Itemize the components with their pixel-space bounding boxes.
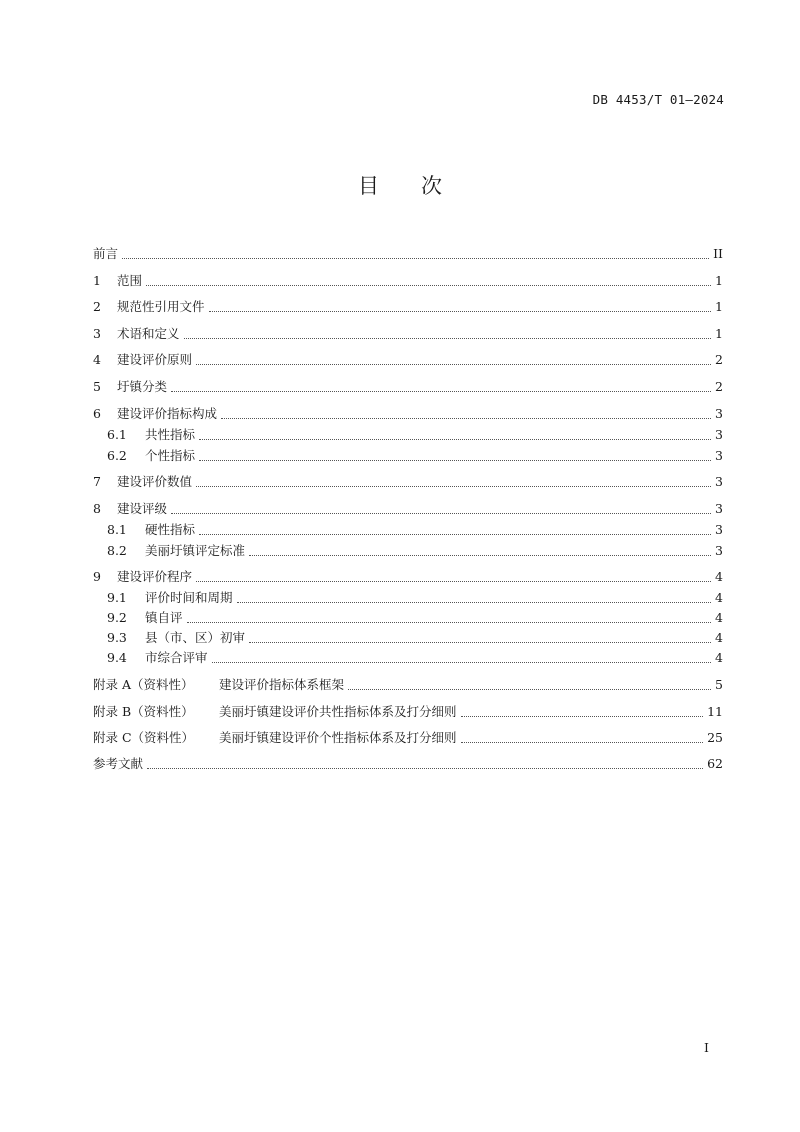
toc-page-number: 11: [707, 704, 723, 719]
toc-entry-title: 建设评价程序: [117, 569, 193, 584]
dot-leader: [212, 661, 711, 663]
toc-entry-title: 建设评级: [117, 501, 168, 516]
section-number: 8: [93, 501, 101, 516]
toc-entry[interactable]: [107, 425, 723, 443]
toc-entry-title: 美丽圩镇评定标准: [145, 543, 246, 558]
toc-page-number: II: [713, 246, 723, 261]
dot-leader: [122, 257, 709, 259]
toc-entry-title: 共性指标: [145, 427, 196, 442]
toc-entry-title: 硬性指标: [145, 522, 196, 537]
toc-entry[interactable]: [93, 728, 723, 746]
section-number: 1: [93, 273, 101, 288]
dot-leader: [146, 284, 711, 286]
toc-entry-title: 前言: [93, 246, 119, 261]
toc-page-number: 1: [715, 273, 723, 288]
toc-entry[interactable]: [93, 404, 723, 422]
toc-entry-title: 建设评价指标体系框架: [219, 677, 345, 692]
toc-entry[interactable]: [107, 446, 723, 464]
toc-page-number: 3: [715, 543, 723, 558]
toc-entry[interactable]: [93, 350, 723, 368]
toc-page-number: 4: [715, 610, 723, 625]
toc-entry[interactable]: [107, 628, 723, 646]
dot-leader: [199, 459, 711, 461]
toc-page-number: 3: [715, 406, 723, 421]
toc-page-number: 2: [715, 379, 723, 394]
toc-page-number: 25: [707, 730, 723, 745]
dot-leader: [187, 621, 711, 623]
section-number: 9: [93, 569, 101, 584]
toc-entry-title: 建设评价数值: [117, 474, 193, 489]
toc-entry[interactable]: [93, 271, 723, 289]
dot-leader: [196, 485, 711, 487]
toc-entry[interactable]: [93, 567, 723, 585]
dot-leader: [461, 741, 704, 743]
toc-entry[interactable]: [107, 648, 723, 666]
toc-entry-title: 圩镇分类: [117, 379, 168, 394]
toc-page-number: 3: [715, 448, 723, 463]
toc-entry-title: 范围: [117, 273, 143, 288]
toc-page-number: 4: [715, 590, 723, 605]
toc-entry[interactable]: [107, 588, 723, 606]
toc-entry[interactable]: [107, 520, 723, 538]
footer-page-number: I: [704, 1040, 709, 1055]
toc-page-number: 3: [715, 522, 723, 537]
toc-entry[interactable]: [93, 324, 723, 342]
section-number: 5: [93, 379, 101, 394]
dot-leader: [199, 438, 711, 440]
dot-leader: [249, 554, 711, 556]
title-char-2: 次: [421, 174, 442, 198]
toc-page-number: 3: [715, 501, 723, 516]
toc-entry-title: 县（市、区）初审: [145, 630, 246, 645]
dot-leader: [196, 363, 711, 365]
title-char-1: 目: [358, 174, 379, 198]
dot-leader: [221, 417, 711, 419]
section-number: 9.1: [107, 590, 127, 605]
toc-entry-title: 评价时间和周期: [145, 590, 233, 605]
dot-leader: [184, 337, 711, 339]
toc-entry-title: 美丽圩镇建设评价共性指标体系及打分细则: [219, 704, 457, 719]
section-number: 8.1: [107, 522, 127, 537]
toc-entry[interactable]: [107, 541, 723, 559]
toc-entry[interactable]: [93, 702, 723, 720]
toc-page-number: 3: [715, 474, 723, 489]
toc-entry[interactable]: [93, 472, 723, 490]
toc-page-number: 1: [715, 299, 723, 314]
dot-leader: [147, 767, 703, 769]
appendix-label: 附录 C（资料性）: [93, 730, 195, 745]
appendix-label: 附录 A（资料性）: [93, 677, 194, 692]
document-code: DB 4453/T 01—2024: [592, 92, 724, 107]
toc-page-number: 2: [715, 352, 723, 367]
section-number: 9.2: [107, 610, 127, 625]
toc-entry-title: 参考文献: [93, 756, 144, 771]
toc-entry[interactable]: [93, 244, 723, 262]
section-number: 6: [93, 406, 101, 421]
section-number: 7: [93, 474, 101, 489]
toc-entry[interactable]: [93, 297, 723, 315]
dot-leader: [171, 390, 711, 392]
toc-entry[interactable]: [93, 377, 723, 395]
section-number: 2: [93, 299, 101, 314]
section-number: 8.2: [107, 543, 127, 558]
page-title: [0, 170, 800, 200]
dot-leader: [199, 533, 711, 535]
dot-leader: [171, 512, 711, 514]
toc-entry-title: 建设评价原则: [117, 352, 193, 367]
toc-entry[interactable]: [93, 499, 723, 517]
toc-entry-title: 美丽圩镇建设评价个性指标体系及打分细则: [219, 730, 457, 745]
section-number: 6.1: [107, 427, 127, 442]
toc-page-number: 3: [715, 427, 723, 442]
toc-page-number: 5: [715, 677, 723, 692]
toc-entry-title: 规范性引用文件: [117, 299, 205, 314]
section-number: 9.3: [107, 630, 127, 645]
section-number: 6.2: [107, 448, 127, 463]
toc-entry-title: 个性指标: [145, 448, 196, 463]
section-number: 3: [93, 326, 101, 341]
dot-leader: [237, 601, 711, 603]
appendix-label: 附录 B（资料性）: [93, 704, 194, 719]
dot-leader: [348, 688, 711, 690]
dot-leader: [249, 641, 711, 643]
section-number: 9.4: [107, 650, 127, 665]
toc-page-number: 4: [715, 569, 723, 584]
toc-page-number: 4: [715, 650, 723, 665]
toc-entry-title: 市综合评审: [145, 650, 208, 665]
dot-leader: [461, 715, 704, 717]
toc-page-number: 4: [715, 630, 723, 645]
toc-entry-title: 术语和定义: [117, 326, 180, 341]
toc-page-number: 1: [715, 326, 723, 341]
toc-page-number: 62: [707, 756, 723, 771]
dot-leader: [196, 580, 711, 582]
toc-entry-title: 建设评价指标构成: [117, 406, 218, 421]
dot-leader: [209, 310, 711, 312]
toc-entry[interactable]: [107, 608, 723, 626]
toc-entry-title: 镇自评: [145, 610, 183, 625]
toc-entry[interactable]: [93, 754, 723, 772]
section-number: 4: [93, 352, 101, 367]
toc-entry[interactable]: [93, 675, 723, 693]
